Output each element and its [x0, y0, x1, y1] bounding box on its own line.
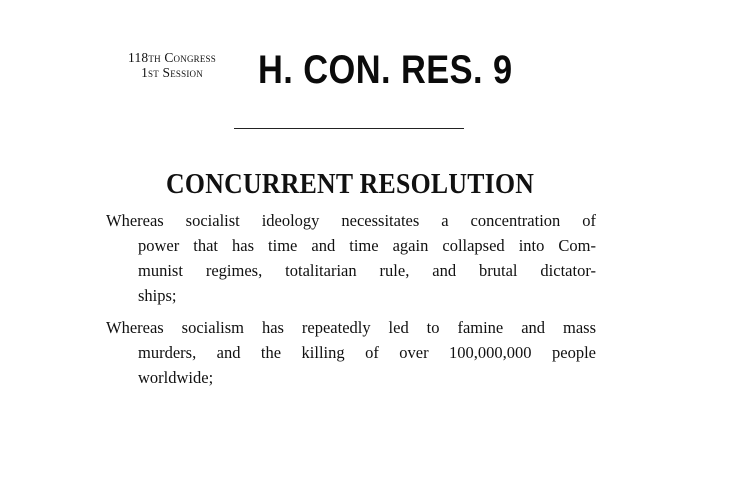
document-type-text: CONCURRENT RESOLUTION [165, 169, 535, 200]
session-label: 1st Session [141, 65, 203, 80]
congress-session-block [98, 50, 246, 80]
clause-line: worldwide; [138, 368, 214, 387]
clause-line: munist regimes, totalitarian rule, and brutal dictator- [138, 261, 596, 280]
clause-line: Whereas socialism has repeatedly led to famine and mass [106, 318, 596, 337]
document-type-title [0, 168, 700, 202]
clause-line: Whereas socialist ideology necessitates a concentration of [106, 211, 596, 230]
whereas-clause [106, 208, 596, 308]
title-divider [234, 128, 464, 129]
clause-line: murders, and the killing of over 100,000,000 people [138, 343, 596, 362]
bill-number: H. CON. RES. 9 [258, 48, 513, 92]
whereas-clause [106, 315, 596, 390]
clause-line: power that has time and time again collapsed into Com- [138, 236, 596, 255]
clause-line: ships; [138, 286, 177, 305]
resolution-clauses [106, 208, 596, 397]
congress-label: 118th Congress [128, 50, 216, 65]
